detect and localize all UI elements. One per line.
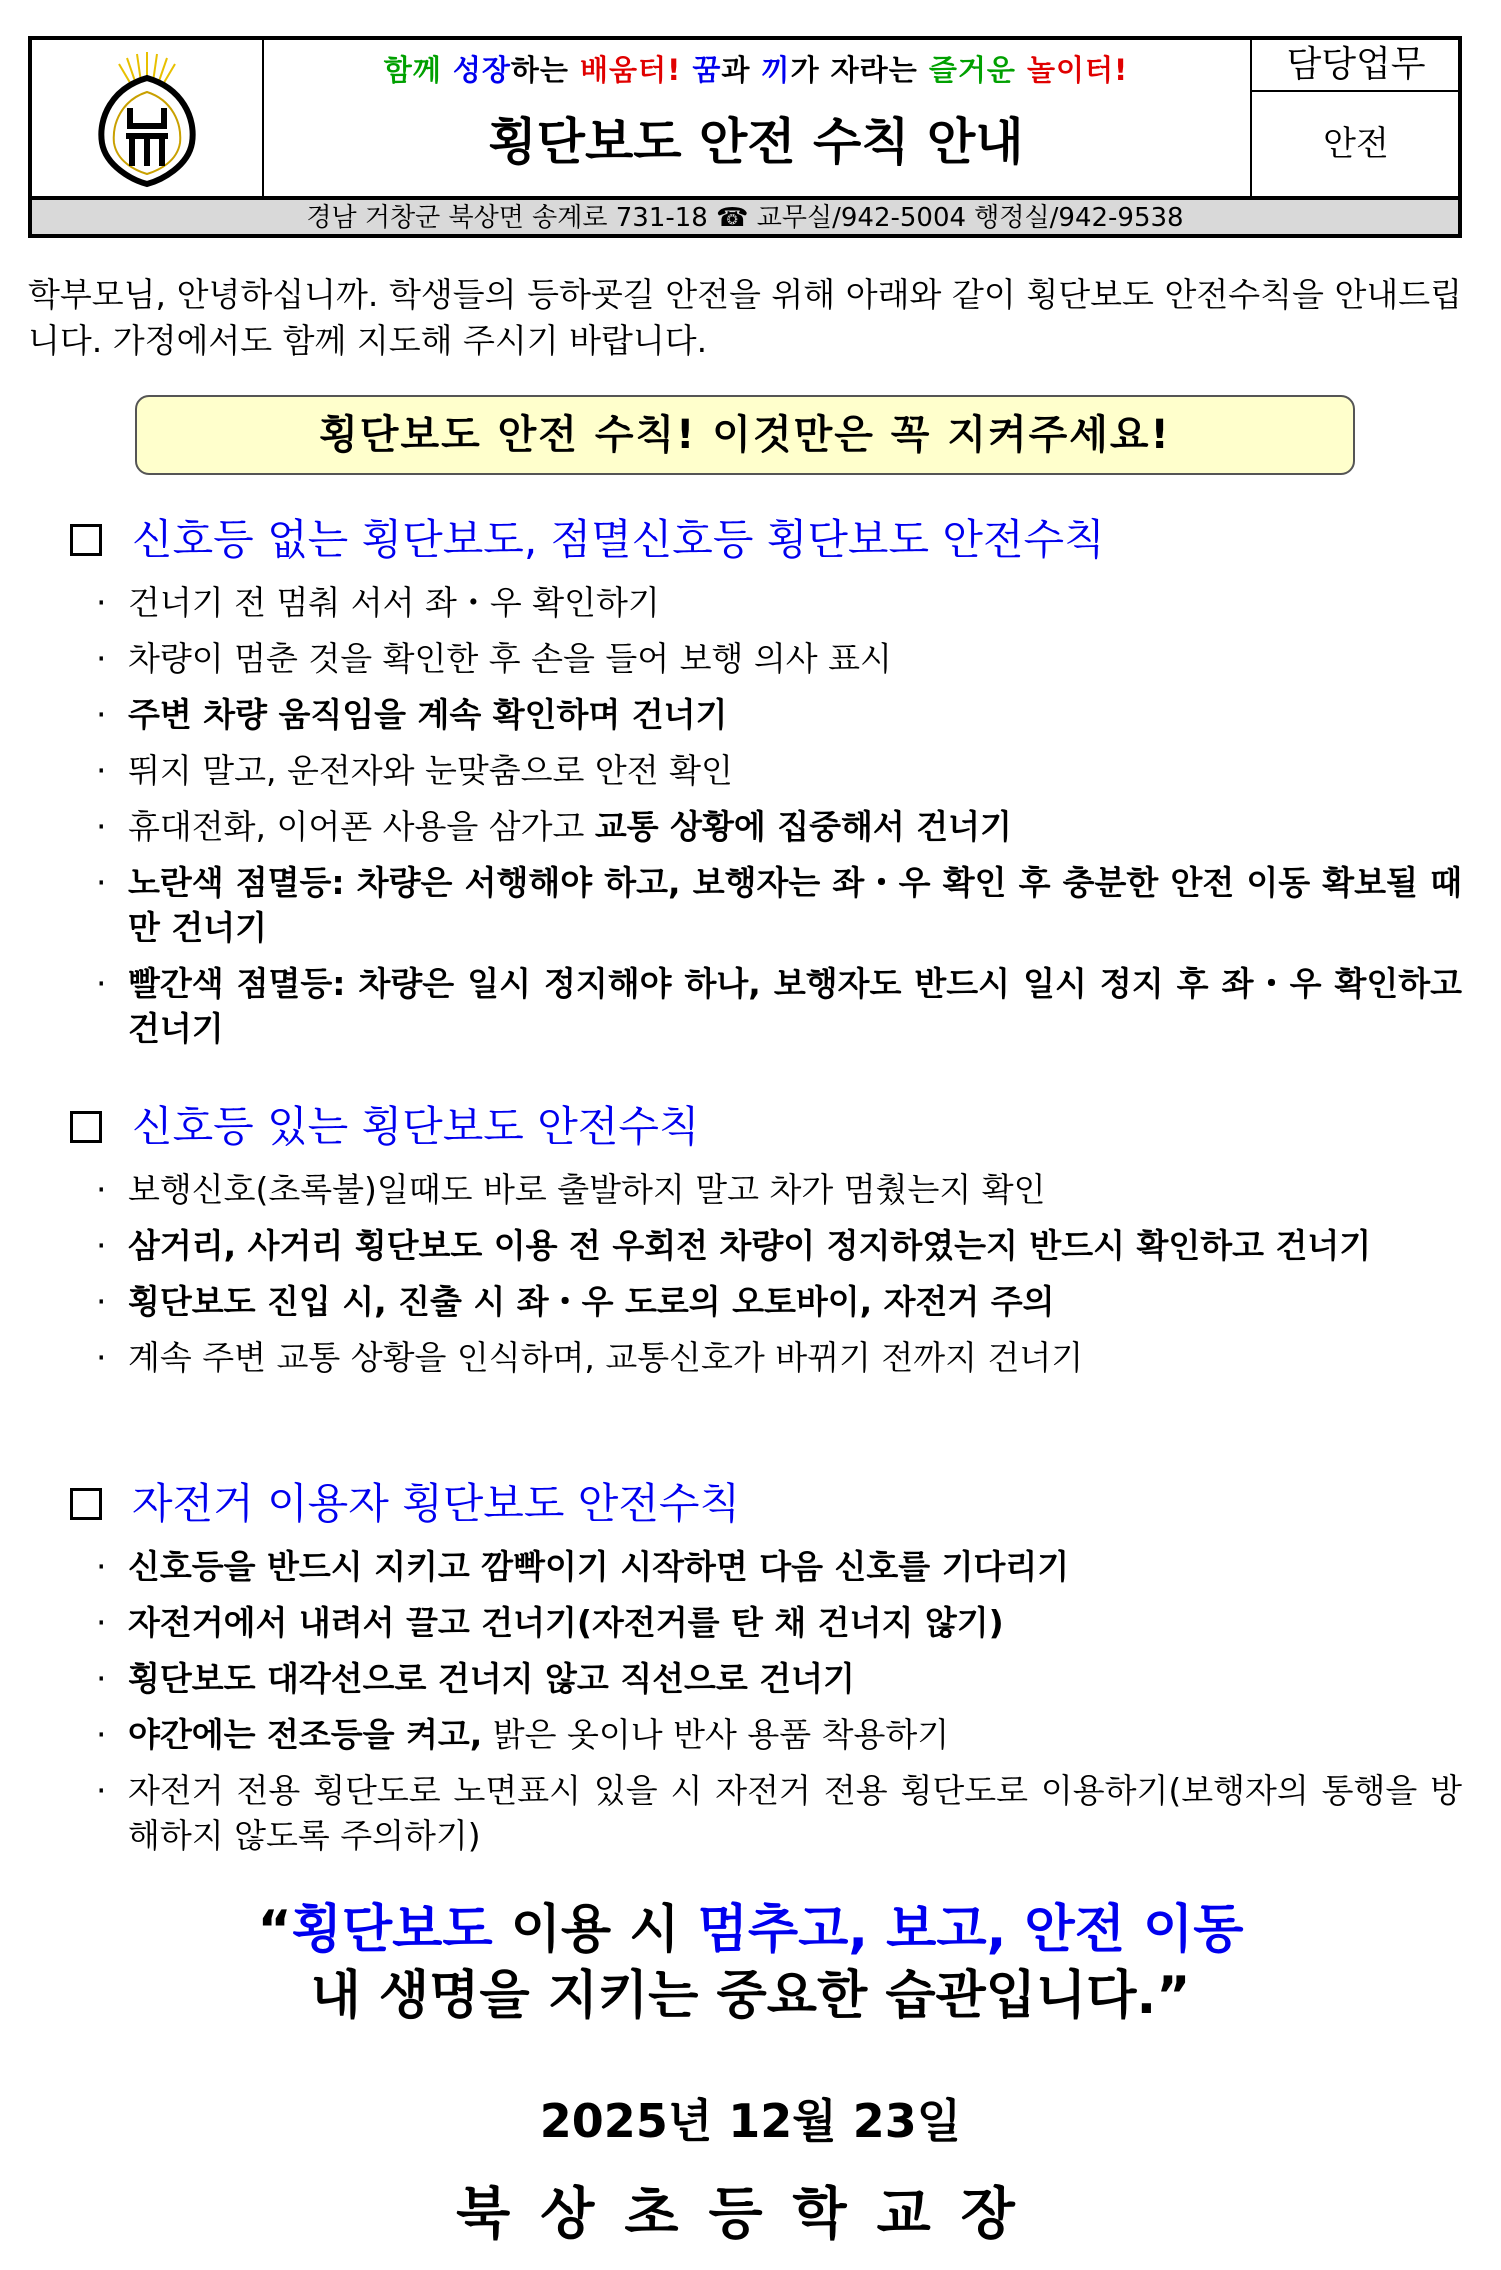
list-item: [70, 1768, 1462, 1858]
slogan-segment: 가 자라는: [790, 53, 929, 87]
quote-segment: “: [257, 1900, 292, 1960]
item-text: 횡단보도 진입 시, 진출 시 좌・우 도로의 오토바이, 자전거 주의: [128, 1282, 1055, 1321]
checkbox-square-icon: [70, 1488, 102, 1520]
section-heading: [70, 1097, 1462, 1157]
slogan-segment: 배움터!: [580, 53, 693, 87]
checkbox-square-icon: [70, 1111, 102, 1143]
bullet-dot-icon: ·: [96, 1715, 107, 1754]
bullet-dot-icon: ·: [96, 964, 107, 1003]
school-emblem-icon: [92, 48, 202, 188]
intro-paragraph: 학부모님, 안녕하십니까. 학생들의 등하굣길 안전을 위해 아래와 같이 횡단보도 안전수칙을 안내드립니다. 가정에서도 함께 지도해 주시기 바랍니다.: [28, 275, 1462, 360]
bullet-dot-icon: ·: [96, 1226, 107, 1265]
item-text: 차량이 멈춘 것을 확인한 후 손을 들어 보행 의사 표시: [128, 639, 892, 678]
section-title: 신호등 없는 횡단보도, 점멸신호등 횡단보도 안전수칙: [132, 515, 1105, 564]
slogan-segment: 성장: [452, 53, 511, 87]
bullet-dot-icon: ·: [96, 695, 107, 734]
list-item: [70, 580, 1462, 625]
bullet-dot-icon: ·: [96, 1603, 107, 1642]
section-heading: [70, 1474, 1462, 1534]
signature-school-principal: 북상초등학교장: [456, 2182, 1045, 2247]
bullet-dot-icon: ·: [96, 583, 107, 622]
item-text: 신호등을 반드시 지키고 깜빡이기 시작하면 다음 신호를 기다리기: [128, 1547, 1070, 1586]
list-item: [70, 748, 1462, 793]
slogan-segment: 즐거운: [928, 53, 1027, 87]
section-heading: [70, 510, 1462, 570]
slogan-segment: 끼: [761, 53, 791, 87]
list-item: [70, 692, 1462, 737]
section-title: 자전거 이용자 횡단보도 안전수칙: [132, 1479, 741, 1528]
list-item: [70, 1223, 1462, 1268]
list-item: [70, 961, 1462, 1051]
duty-value: 안전: [1323, 124, 1389, 164]
bullet-dot-icon: ·: [96, 807, 107, 846]
item-text: 교통 상황에 집중해서 건너기: [594, 807, 1012, 846]
section-no-signal: [70, 510, 1462, 1062]
item-text: 주변 차량 움직임을 계속 확인하며 건너기: [128, 695, 728, 734]
section-with-signal: [70, 1097, 1462, 1391]
item-text: 횡단보도 대각선으로 건너지 않고 직선으로 건너기: [128, 1659, 855, 1698]
quote-segment: 멈추고, 보고, 안전 이동: [697, 1900, 1244, 1960]
bullet-dot-icon: ·: [96, 1282, 107, 1321]
school-address: 경남 거창군 북상면 송계로 731-18 ☎ 교무실/942-5004 행정실/942-9538: [32, 196, 1458, 234]
highlight-banner: 횡단보도 안전 수칙! 이것만은 꼭 지켜주세요!: [135, 395, 1355, 475]
letterhead: [28, 36, 1462, 238]
item-text: 자전거 전용 횡단도로 노면표시 있을 시 자전거 전용 횡단도로 이용하기(보행자의 통행을 방해하지 않도록 주의하기): [128, 1771, 1462, 1855]
document-title: 횡단보도 안전 수칙 안내: [488, 113, 1024, 171]
item-text: 휴대전화, 이어폰 사용을 삼가고: [128, 807, 595, 846]
section-title: 신호등 있는 횡단보도 안전수칙: [132, 1102, 700, 1151]
document-date: 2025년 12월 23일: [539, 2094, 962, 2148]
bullet-dot-icon: ·: [96, 1170, 107, 1209]
bullet-dot-icon: ·: [96, 1338, 107, 1377]
item-text: 빨간색 점멸등: 차량은 일시 정지해야 하나, 보행자도 반드시 일시 정지 후 좌・우 확인하고 건너기: [128, 964, 1462, 1048]
slogan-segment: 함께: [383, 53, 453, 87]
duty-label: 담당업무: [1252, 40, 1460, 92]
list-item: [70, 1656, 1462, 1701]
item-text: 야간에는 전조등을 켜고,: [128, 1715, 483, 1754]
item-text: 자전거에서 내려서 끌고 건너기(자전거를 탄 채 건너지 않기): [128, 1603, 1004, 1642]
list-item: [70, 1167, 1462, 1212]
school-logo: [32, 40, 264, 196]
item-text: 계속 주변 교통 상황을 인식하며, 교통신호가 바뀌기 전까지 건너기: [128, 1338, 1084, 1377]
list-item: [70, 1335, 1462, 1380]
quote-line-2: 내 생명을 지키는 중요한 습관입니다.”: [310, 1966, 1191, 2026]
item-text: 뛰지 말고, 운전자와 눈맞춤으로 안전 확인: [128, 751, 733, 790]
school-slogan: [262, 48, 1250, 89]
item-text: 보행신호(초록불)일때도 바로 출발하지 말고 차가 멈췄는지 확인: [128, 1170, 1046, 1209]
section-bicycle: [70, 1474, 1462, 1869]
slogan-segment: 놀이터!: [1026, 53, 1129, 87]
quote-segment: 횡단보도: [291, 1900, 493, 1960]
bullet-dot-icon: ·: [96, 1547, 107, 1586]
bullet-dot-icon: ·: [96, 639, 107, 678]
bullet-dot-icon: ·: [96, 1659, 107, 1698]
bullet-dot-icon: ·: [96, 863, 107, 902]
list-item: [70, 1279, 1462, 1324]
checkbox-square-icon: [70, 524, 102, 556]
list-item: [70, 1544, 1462, 1589]
list-item: [70, 860, 1462, 950]
bullet-dot-icon: ·: [96, 1771, 107, 1810]
quote-segment: 이용 시: [492, 1900, 698, 1960]
item-text: 밝은 옷이나 반사 용품 착용하기: [482, 1715, 950, 1754]
slogan-segment: 하는: [510, 53, 581, 87]
list-item: [70, 1712, 1462, 1757]
list-item: [70, 804, 1462, 849]
item-text: 건너기 전 멈춰 서서 좌・우 확인하기: [128, 583, 660, 622]
slogan-segment: 과: [721, 53, 762, 87]
list-item: [70, 636, 1462, 681]
item-text: 노란색 점멸등: 차량은 서행해야 하고, 보행자는 좌・우 확인 후 충분한 안전 이동 확보될 때만 건너기: [128, 863, 1462, 947]
slogan-segment: 꿈: [692, 53, 722, 87]
bullet-dot-icon: ·: [96, 751, 107, 790]
list-item: [70, 1600, 1462, 1645]
item-text: 삼거리, 사거리 횡단보도 이용 전 우회전 차량이 정지하였는지 반드시 확인하고 건너기: [128, 1226, 1372, 1265]
quote-line-1: [0, 1897, 1501, 1963]
